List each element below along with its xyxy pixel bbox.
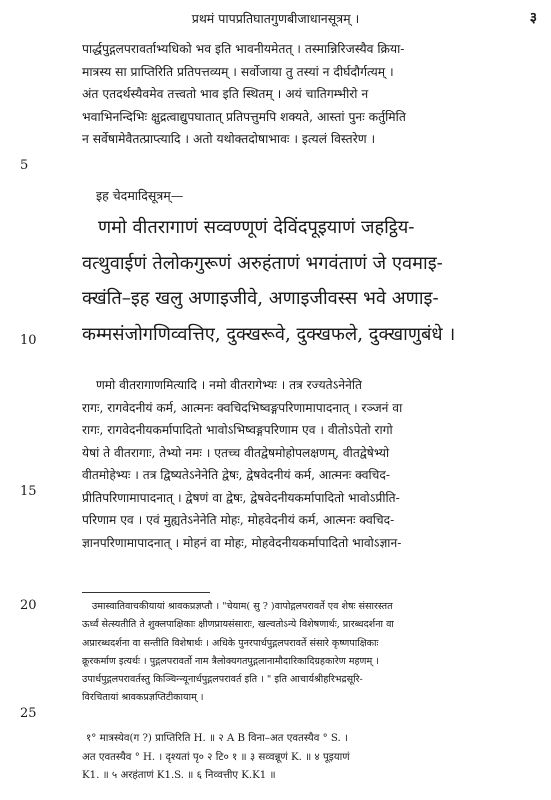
footnote-line: अप्रारब्धदर्शना वा सन्तीति विशेषार्थः । अधिके पुनरपार्धपुद्गलपरावर्ते संसारे कृष्णपाक्षिकाः <box>82 637 379 649</box>
footnote-line: क्रूरकर्माण इत्यर्थः । पुद्गलपरावर्तो नाम त्रैलोक्यगतपुद्गलानामौदारिकादिग्रहकारेण महणम् । <box>82 655 379 667</box>
commentary-line: परिणाम एव । एवं मुह्यतेऽनेनेति मोहः, मोहवेदनीयं कर्म, आत्मनः क्वचिद- <box>82 513 395 527</box>
running-title: प्रथमं पापप्रतिघातगुणबीजाधानसूत्रम् । <box>191 11 360 26</box>
variant-line: अत एवतस्यैव ° H. । दृश्यतां पृ० २ टि० १ ॥ ३ सव्वन्नूणं K. ॥ ४ पूइयाणं <box>82 751 350 763</box>
commentary-line: रागः, रागवेदनीयं कर्म, आत्मनः क्वचिदभिष्वङ्गपरिणामापादनात् । रञ्जनं वा <box>82 400 403 415</box>
sutra-text <box>82 210 534 352</box>
page-number: ३ <box>529 10 537 26</box>
text-line: मात्रस्य सा प्राप्तिरिति प्रतिपत्तव्यम् । सर्वोजाया तु तस्यां न दीर्घदौर्गत्यम् । <box>82 64 394 79</box>
text-line: पार्द्धपुद्गलपरावर्ताभ्यधिको भव इति भावनीयमेतत् । तस्मान्निरिजस्यैव क्रिया- <box>82 42 405 56</box>
variant-line: K1. ॥ ५ अरहंताणं K1.S. ॥ ६ निव्वत्तीए K.K1 ॥ <box>82 770 276 781</box>
footnote-divider <box>82 592 210 593</box>
line-number: 25 <box>20 706 37 721</box>
line-number: 20 <box>20 598 37 613</box>
sutra-line: कम्मसंजोगणिव्वत्तिए, दुक्खरूवे, दुक्खफले, दुक्खाणुबंधे । <box>82 323 456 345</box>
footnote-line: ऊर्ध्वं सेत्स्यतीति ते शुक्लपाक्षिकाः क्षीणप्रायसंसाराः, खल्वतोऽन्ये विशेषणार्थः, प्रारब्धदर्शना वा <box>82 619 394 631</box>
commentary-line: वीतमोहेभ्यः । तत्र द्विष्यतेऽनेनेति द्वेषः, द्वेषवेदनीयं कर्म, आत्मनः क्वचिद- <box>82 468 391 482</box>
line-number: 10 <box>20 333 37 348</box>
opening-paragraph <box>82 38 534 151</box>
footnote-line: विरचितायां श्रावकप्रज्ञप्तिटीकायाम् । <box>82 692 204 704</box>
commentary-line: णमो वीतरागाणमित्यादि । नमो वीतरागेभ्यः । तत्र रज्यतेऽनेनेति <box>96 378 362 392</box>
sutra-line: णमो वीतरागाणं सव्वण्णूणं देविंदपूइयाणं जहट्ठिय- <box>98 217 415 238</box>
variant-line: १° मात्रस्येव(ग ?) प्राप्तिरिति H. ॥ २ A B विना–अत एवतस्यैव ° S. । <box>86 733 348 744</box>
commentary-line: येषां ते वीतरागाः, तेभ्यो नमः । एतच्च वीतद्वेषमोहोपलक्षणम्, वीतद्वेषेभ्यो <box>82 445 390 460</box>
variant-readings <box>82 730 534 786</box>
footnote-line: उपार्धपुद्गलपरावर्तस्तु किञ्चिन्न्यूनार्धपुद्गलपरावर्त इति । " इति आचार्यश्रीहरिभद्रसूरि- <box>82 674 363 686</box>
sutra-intro: इह चेदमादिसूत्रम्— <box>96 188 184 203</box>
footnote-line: उमास्वातिवाचकीयायां श्रावकप्रज्ञप्तौ । "चेयाम( सु ? )वापोद्गलपरावर्ते एव शेषः संसारस्तत <box>92 601 393 612</box>
line-number: 15 <box>20 484 37 499</box>
commentary-line: ज्ञानपरिणामापादनात् । मोहनं वा मोहः, मोहवेदनीयकर्मापादितो भावोऽज्ञान- <box>82 535 402 550</box>
commentary-line: रागः, रागवेदनीयकर्मापादितो भावोऽभिष्वङ्गपरिणाम एव । वीतोऽपेतो रागो <box>82 423 393 437</box>
page-header <box>0 8 551 30</box>
commentary-line: प्रीतिपरिणामापादनात् । द्वेषणं वा द्वेषः, द्वेषवेदनीयकर्मापादितो भावोऽप्रीति- <box>82 490 400 505</box>
sutra-line: क्खंति–इह खलु अणाइजीवे, अणाइजीवस्स भवे अणाइ- <box>82 288 439 309</box>
sutra-line: वत्थुवाईणं तेलोकगुरूणं अरुहंताणं भगवंताणं जे एवमाइ- <box>82 252 443 274</box>
text-line: न सर्वेषामेवैतत्प्राप्त्यादि । अतो यथोक्तदोषाभावः । इत्यलं विस्तरेण । <box>82 132 376 146</box>
text-line: अंत एतदर्थस्यैवमेव तत्त्वतो भाव इति स्थितम् । अयं चातिगम्भीरो न <box>82 87 369 101</box>
line-number: 5 <box>20 158 29 173</box>
footnote <box>82 598 534 708</box>
text-line: भवाभिनन्दिभिः क्षुद्रत्वाद्युपघातात् प्रतिपत्तुमपि शक्यते, आस्तां पुनः कर्तुमिति <box>82 109 406 124</box>
commentary <box>82 374 534 554</box>
